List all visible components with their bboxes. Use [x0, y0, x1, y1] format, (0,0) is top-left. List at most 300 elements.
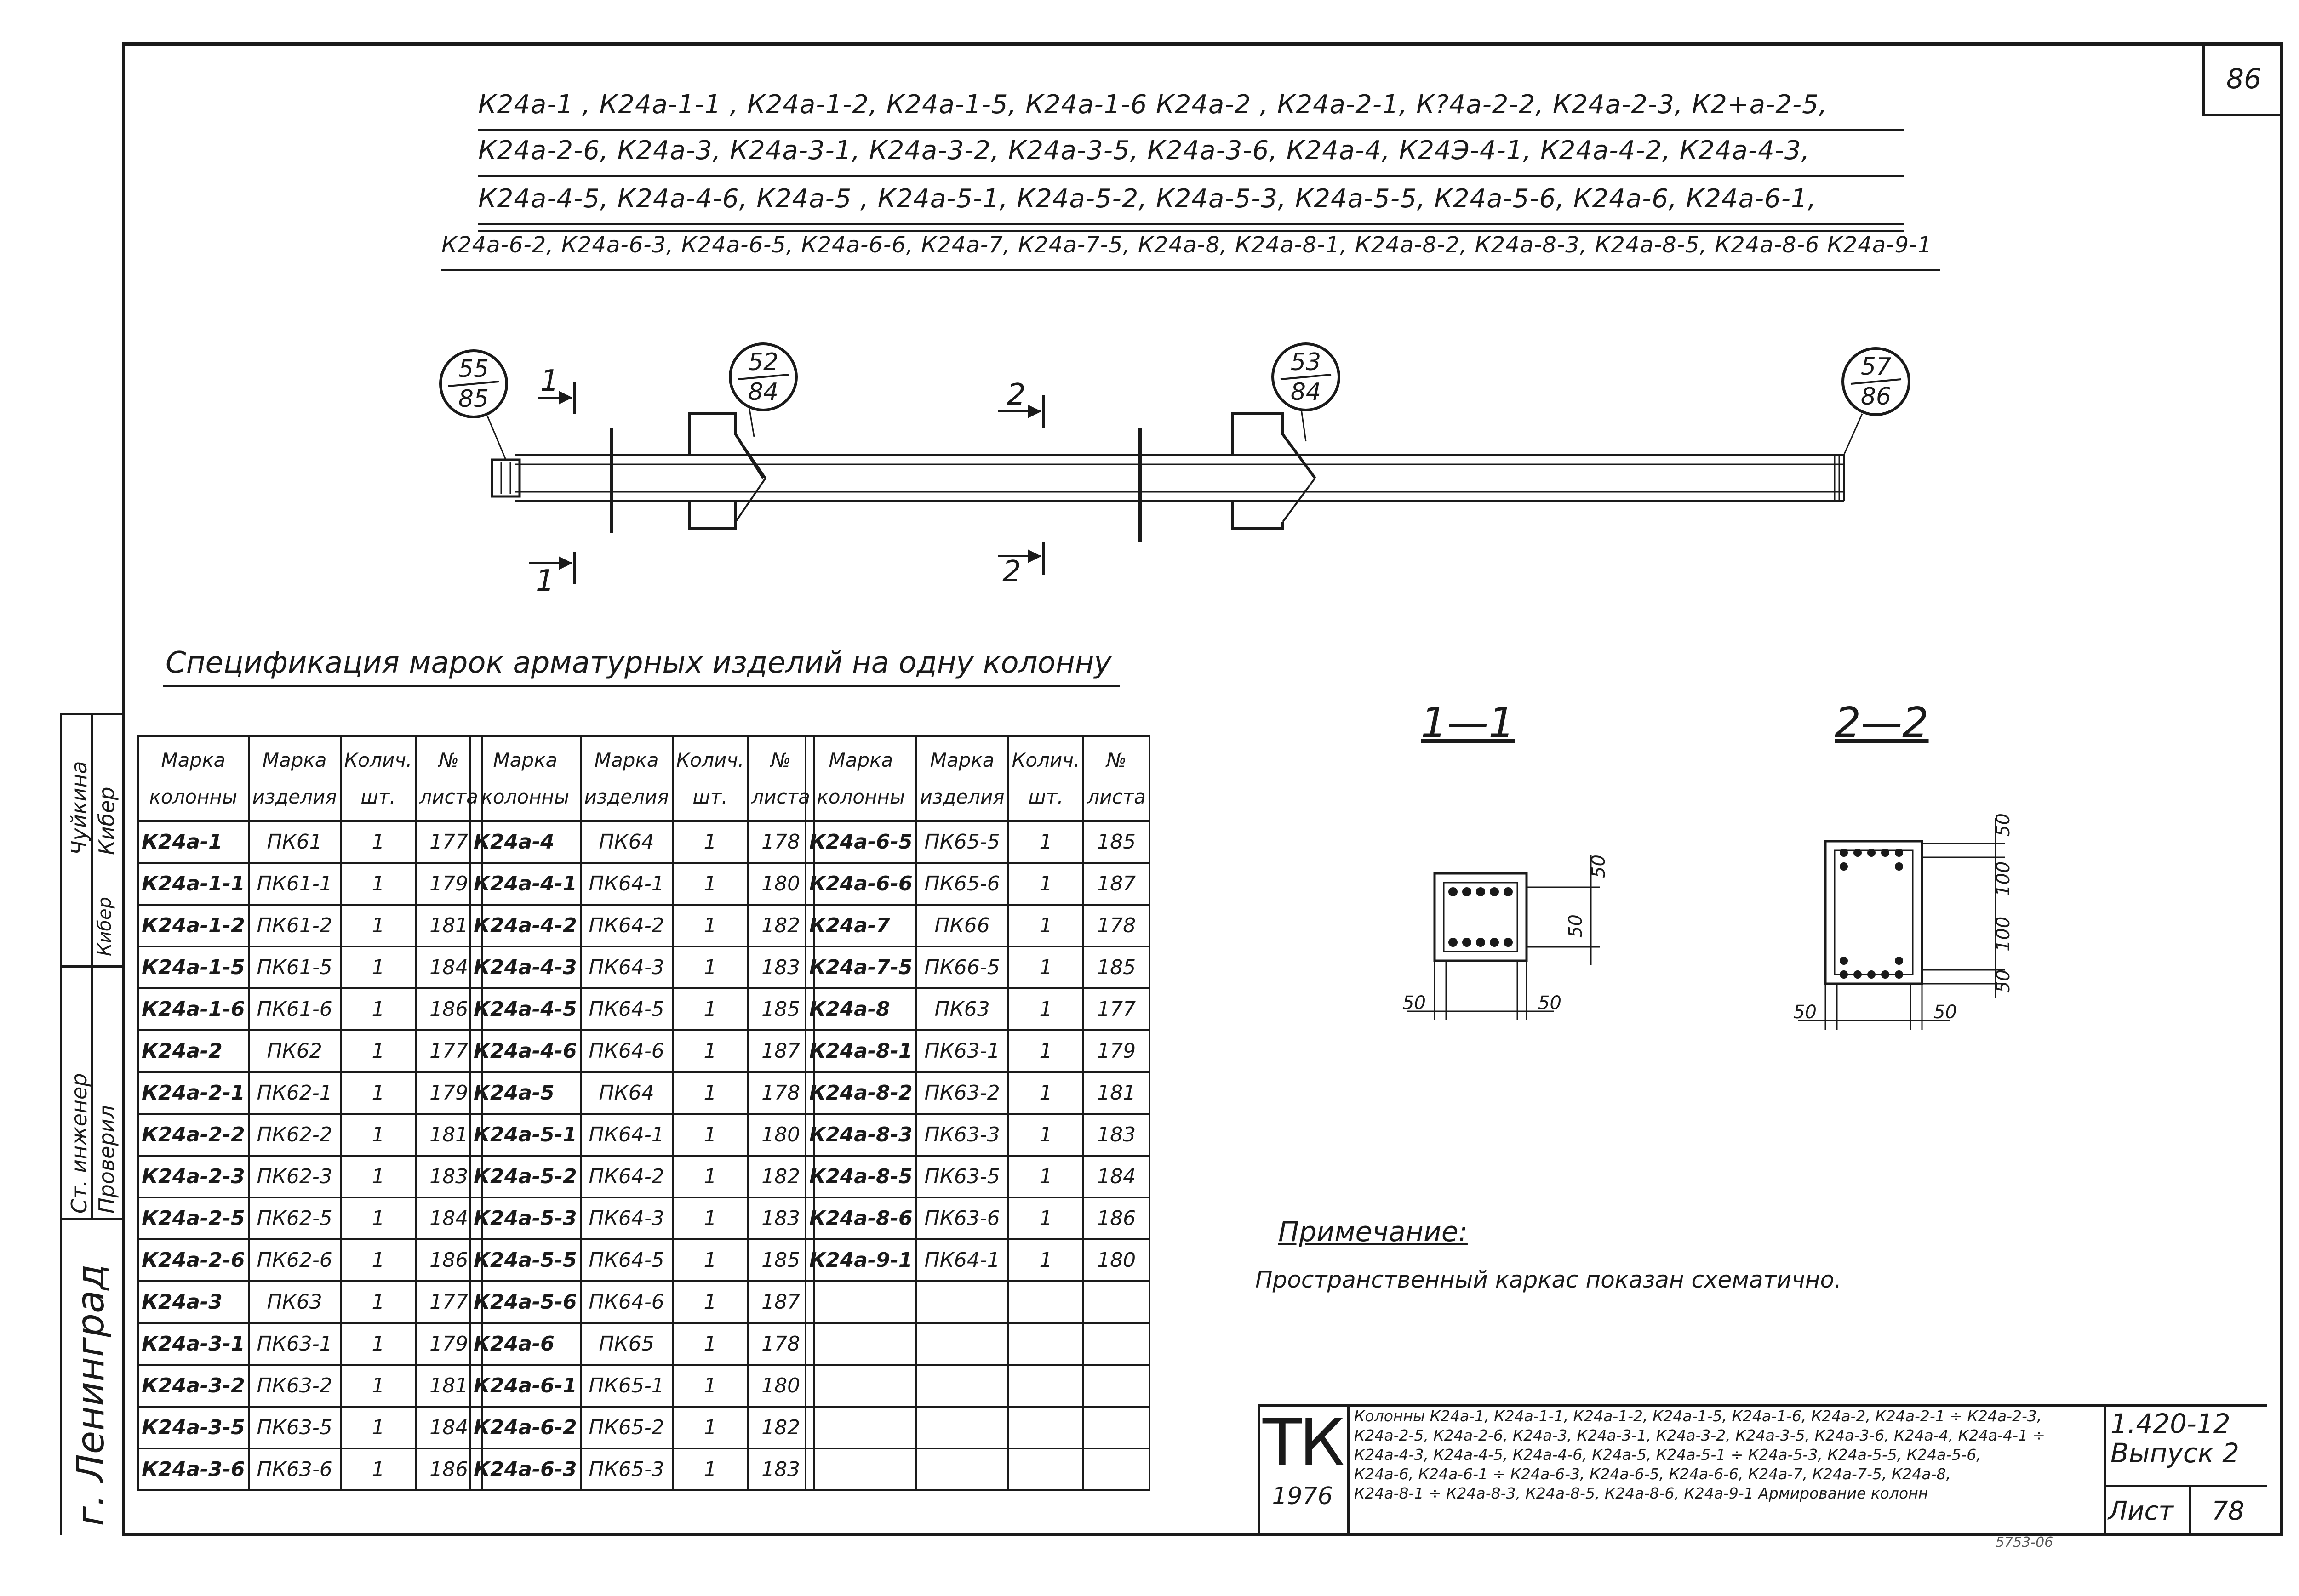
hdr-product-mark: Марка изделия [249, 736, 341, 821]
table-row [470, 905, 814, 946]
table-row [470, 1030, 814, 1072]
cell-quantity: 1 [673, 1114, 748, 1156]
callout-2-bottom: 84 [748, 378, 779, 406]
section-2-drawing [1770, 800, 2046, 1057]
table-row [470, 1197, 814, 1239]
cell-quantity: 1 [1008, 1114, 1084, 1156]
cell-product-mark: ПК65-2 [581, 1407, 673, 1448]
cell-quantity: 1 [673, 1030, 748, 1072]
section-2-dim-2: 100 [1993, 861, 2014, 896]
cell-product-mark [916, 1323, 1008, 1365]
cell-sheet-no: 184 [1083, 1156, 1149, 1197]
cell-column-mark: К24а-2-5 [138, 1197, 249, 1239]
cell-quantity: 1 [341, 863, 416, 905]
cell-quantity: 1 [1008, 821, 1084, 863]
cell-product-mark: ПК61 [249, 821, 341, 863]
cell-column-mark [806, 1407, 916, 1448]
cell-product-mark: ПК62-5 [249, 1197, 341, 1239]
table-row [138, 1323, 482, 1365]
cell-column-mark: К24а-2-1 [138, 1072, 249, 1114]
hdr-quantity: Колич. шт. [1008, 736, 1084, 821]
title-block-sheet-label: Лист [2108, 1496, 2173, 1526]
table-row [806, 1072, 1150, 1114]
hdr-sheet-no: № листа [416, 736, 481, 821]
cell-product-mark: ПК63-1 [916, 1030, 1008, 1072]
callout-4-bottom: 86 [1860, 383, 1892, 410]
cell-sheet-no: 185 [1083, 946, 1149, 988]
cell-sheet-no: 180 [748, 1365, 813, 1407]
hdr-column-mark: Марка колонны [806, 736, 916, 821]
table-row [138, 1156, 482, 1197]
cell-quantity [1008, 1365, 1084, 1407]
cell-quantity: 1 [1008, 1030, 1084, 1072]
cell-column-mark: К24а-1-6 [138, 988, 249, 1030]
table-row [138, 1072, 482, 1114]
spec-table-1 [137, 735, 483, 1491]
cell-column-mark: К24а-2-6 [138, 1239, 249, 1281]
cell-sheet-no: 186 [416, 988, 481, 1030]
cell-product-mark: ПК63-1 [249, 1323, 341, 1365]
cell-product-mark [916, 1448, 1008, 1490]
cell-product-mark: ПК64-5 [581, 988, 673, 1030]
cell-column-mark [806, 1365, 916, 1407]
table-row [806, 1197, 1150, 1239]
cell-sheet-no: 178 [748, 821, 813, 863]
cell-sheet-no: 183 [416, 1156, 481, 1197]
section-2-dim-4: 50 [1993, 969, 2014, 993]
cell-quantity: 1 [341, 1281, 416, 1323]
cell-product-mark: ПК63-6 [249, 1448, 341, 1490]
callout-4-top: 57 [1860, 353, 1892, 381]
cell-column-mark: К24а-1 [138, 821, 249, 863]
table-row [806, 988, 1150, 1030]
cell-product-mark: ПК63 [916, 988, 1008, 1030]
cell-product-mark: ПК62 [249, 1030, 341, 1072]
cell-column-mark: К24а-5-2 [470, 1156, 581, 1197]
cell-product-mark [916, 1365, 1008, 1407]
cell-sheet-no: 183 [748, 1197, 813, 1239]
cell-column-mark: К24а-4-6 [470, 1030, 581, 1072]
cell-sheet-no: 186 [1083, 1197, 1149, 1239]
cell-product-mark: ПК62-6 [249, 1239, 341, 1281]
table-row [138, 946, 482, 988]
cell-column-mark [806, 1448, 916, 1490]
cell-sheet-no: 181 [416, 1114, 481, 1156]
note-text: Пространственный каркас показан схематично. [1255, 1266, 1841, 1293]
cell-column-mark: К24а-3 [138, 1281, 249, 1323]
cell-column-mark: К24а-6-3 [470, 1448, 581, 1490]
cell-column-mark: К24а-5-5 [470, 1239, 581, 1281]
cell-column-mark: К24а-4 [470, 821, 581, 863]
cell-column-mark: К24а-8-5 [806, 1156, 916, 1197]
cell-column-mark: К24а-2 [138, 1030, 249, 1072]
table-row [806, 946, 1150, 988]
cell-column-mark: К24а-7 [806, 905, 916, 946]
cell-product-mark [916, 1281, 1008, 1323]
cell-column-mark: К24а-2-2 [138, 1114, 249, 1156]
cell-sheet-no: 181 [1083, 1072, 1149, 1114]
section-mark-2-bottom: 2 [1002, 555, 1021, 589]
side-signature: Кибер [94, 896, 115, 956]
cell-quantity [1008, 1448, 1084, 1490]
cell-quantity: 1 [1008, 1156, 1084, 1197]
cell-sheet-no [1083, 1323, 1149, 1365]
cell-product-mark: ПК63 [249, 1281, 341, 1323]
table-row [138, 1281, 482, 1323]
cell-sheet-no: 178 [1083, 905, 1149, 946]
cell-product-mark: ПК64-3 [581, 1197, 673, 1239]
hdr-sheet-no: № листа [1083, 736, 1149, 821]
cell-column-mark: К24а-6-2 [470, 1407, 581, 1448]
cell-quantity: 1 [1008, 988, 1084, 1030]
table-row [138, 1030, 482, 1072]
column-elevation-drawing [0, 0, 2299, 644]
header-line-4: К24а-6-2, К24а-6-3, К24а-6-5, К24а-6-6, К24а-7, К24а-7-5, К24а-8, К24а-8-1, К24а-8-2, К24а-8-3, К24а-8-5, К24а-8-6 К24а-9-1 [441, 232, 1932, 258]
cell-quantity: 1 [341, 988, 416, 1030]
cell-product-mark: ПК65 [581, 1323, 673, 1365]
table-row [470, 1407, 814, 1448]
cell-column-mark [806, 1323, 916, 1365]
cell-column-mark: К24а-3-6 [138, 1448, 249, 1490]
cell-quantity [1008, 1323, 1084, 1365]
spec-table-3 [805, 735, 1150, 1491]
cell-sheet-no: 187 [748, 1281, 813, 1323]
cell-column-mark: К24а-5-6 [470, 1281, 581, 1323]
section-1-title: 1—1 [1421, 699, 1515, 747]
cell-sheet-no [1083, 1448, 1149, 1490]
table-row [138, 905, 482, 946]
table-row [806, 863, 1150, 905]
cell-column-mark: К24а-7-5 [806, 946, 916, 988]
cell-sheet-no: 178 [748, 1072, 813, 1114]
table-row [470, 1365, 814, 1407]
cell-quantity [1008, 1281, 1084, 1323]
cell-sheet-no: 185 [748, 1239, 813, 1281]
cell-column-mark: К24а-3-1 [138, 1323, 249, 1365]
cell-sheet-no: 179 [1083, 1030, 1149, 1072]
table-row [806, 1448, 1150, 1490]
table-row [806, 821, 1150, 863]
cell-quantity: 1 [341, 1407, 416, 1448]
table-row [470, 1114, 814, 1156]
table-row [138, 1448, 482, 1490]
cell-quantity: 1 [673, 1365, 748, 1407]
hdr-column-mark: Марка колонны [470, 736, 581, 821]
cell-sheet-no: 180 [1083, 1239, 1149, 1281]
section-mark-1-top: 1 [540, 364, 559, 398]
cell-quantity: 1 [673, 863, 748, 905]
table-row [470, 1448, 814, 1490]
section-1-drawing [1379, 827, 1655, 1057]
cell-quantity: 1 [341, 946, 416, 988]
table-row [806, 1114, 1150, 1156]
side-name-1: Чуйкина [67, 761, 92, 855]
cell-sheet-no: 187 [1083, 863, 1149, 905]
table-row [470, 946, 814, 988]
side-role-1: Ст. инженер [67, 1073, 92, 1214]
cell-product-mark: ПК64-6 [581, 1281, 673, 1323]
section-2-dim-left: 50 [1793, 1002, 1817, 1023]
title-block-sheet-value: 78 [2212, 1496, 2245, 1526]
cell-quantity: 1 [673, 1156, 748, 1197]
table-row [806, 1365, 1150, 1407]
cell-product-mark: ПК62-3 [249, 1156, 341, 1197]
table-row [138, 1365, 482, 1407]
table-row [138, 821, 482, 863]
cell-product-mark: ПК61-5 [249, 946, 341, 988]
cell-column-mark: К24а-6-5 [806, 821, 916, 863]
hdr-column-mark: Марка колонны [138, 736, 249, 821]
cell-column-mark: К24а-3-2 [138, 1365, 249, 1407]
cell-quantity: 1 [1008, 905, 1084, 946]
table-row [806, 1030, 1150, 1072]
title-block-org [1258, 1404, 1350, 1535]
cell-sheet-no [1083, 1365, 1149, 1407]
cell-product-mark: ПК63-2 [249, 1365, 341, 1407]
cell-sheet-no: 179 [416, 1072, 481, 1114]
bottom-code: 5753-06 [1996, 1534, 2053, 1550]
cell-product-mark: ПК66 [916, 905, 1008, 946]
table-row [806, 1323, 1150, 1365]
cell-quantity: 1 [673, 1448, 748, 1490]
cell-quantity: 1 [673, 1407, 748, 1448]
cell-product-mark: ПК64-1 [581, 863, 673, 905]
cell-product-mark: ПК65-6 [916, 863, 1008, 905]
cell-product-mark: ПК66-5 [916, 946, 1008, 988]
table-row [138, 1114, 482, 1156]
cell-quantity: 1 [1008, 946, 1084, 988]
section-2-dim-bottom: 50 [1933, 1002, 1957, 1023]
cell-column-mark: К24а-8 [806, 988, 916, 1030]
section-2-title: 2—2 [1835, 699, 1929, 747]
side-stamp-divider [60, 1218, 122, 1220]
cell-sheet-no: 179 [416, 1323, 481, 1365]
section-1-dim-right: 50 [1565, 914, 1586, 938]
section-1-dim-left: 50 [1402, 992, 1426, 1014]
cell-quantity: 1 [1008, 863, 1084, 905]
cell-product-mark: ПК63-3 [916, 1114, 1008, 1156]
cell-column-mark: К24а-4-3 [470, 946, 581, 988]
cell-column-mark: К24а-9-1 [806, 1239, 916, 1281]
cell-quantity: 1 [673, 1072, 748, 1114]
section-2-dim-3: 100 [1993, 916, 2014, 952]
cell-product-mark: ПК65-1 [581, 1365, 673, 1407]
cell-sheet-no: 177 [416, 1281, 481, 1323]
cell-quantity: 1 [673, 905, 748, 946]
cell-product-mark: ПК61-2 [249, 905, 341, 946]
cell-product-mark: ПК61-6 [249, 988, 341, 1030]
cell-product-mark: ПК61-1 [249, 863, 341, 905]
org-logo: ТК [1263, 1406, 1342, 1481]
table-row [806, 1407, 1150, 1448]
cell-sheet-no: 181 [416, 1365, 481, 1407]
cell-sheet-no: 182 [748, 905, 813, 946]
cell-product-mark: ПК63-6 [916, 1197, 1008, 1239]
title-block-code: 1.420-12 Выпуск 2 [2110, 1408, 2240, 1469]
cell-column-mark: К24а-5-1 [470, 1114, 581, 1156]
table-row [806, 1239, 1150, 1281]
hdr-product-mark: Марка изделия [581, 736, 673, 821]
cell-column-mark: К24а-3-5 [138, 1407, 249, 1448]
cell-product-mark: ПК63-5 [249, 1407, 341, 1448]
cell-column-mark: К24а-6 [470, 1323, 581, 1365]
cell-quantity: 1 [341, 1448, 416, 1490]
cell-sheet-no: 182 [748, 1156, 813, 1197]
cell-quantity: 1 [341, 1030, 416, 1072]
side-name-2: Кибер [94, 787, 119, 855]
table-row [138, 1197, 482, 1239]
cell-sheet-no [1083, 1407, 1149, 1448]
cell-sheet-no: 177 [416, 821, 481, 863]
cell-column-mark: К24а-8-3 [806, 1114, 916, 1156]
cell-sheet-no: 185 [1083, 821, 1149, 863]
table-row [138, 988, 482, 1030]
cell-product-mark: ПК64-1 [916, 1239, 1008, 1281]
table-row [470, 1156, 814, 1197]
table-row [138, 1407, 482, 1448]
cell-sheet-no: 180 [748, 863, 813, 905]
title-block-year: 1976 [1272, 1482, 1333, 1510]
table-row [806, 1281, 1150, 1323]
cell-sheet-no: 177 [416, 1030, 481, 1072]
callout-2-top: 52 [748, 348, 779, 376]
cell-product-mark [916, 1407, 1008, 1448]
cell-column-mark: К24а-4-1 [470, 863, 581, 905]
cell-column-mark: К24а-4-2 [470, 905, 581, 946]
header-line-2: К24а-2-6, К24а-3, К24а-3-1, К24а-3-2, К24а-3-5, К24а-3-6, К24а-4, К24Э-4-1, К24а-4-2, К24а-4-3, [478, 136, 1810, 165]
table-row [470, 1072, 814, 1114]
hdr-quantity: Колич. шт. [341, 736, 416, 821]
cell-sheet-no: 187 [748, 1030, 813, 1072]
cell-product-mark: ПК62-1 [249, 1072, 341, 1114]
table-row [806, 1156, 1150, 1197]
spec-title: Спецификация марок арматурных изделий на одну колонну [166, 646, 1112, 680]
cell-quantity [1008, 1407, 1084, 1448]
cell-column-mark: К24а-6-1 [470, 1365, 581, 1407]
cell-quantity: 1 [673, 946, 748, 988]
cell-sheet-no: 186 [416, 1239, 481, 1281]
cell-quantity: 1 [341, 1365, 416, 1407]
cell-product-mark: ПК64-2 [581, 1156, 673, 1197]
cell-product-mark: ПК63-2 [916, 1072, 1008, 1114]
callout-3-top: 53 [1290, 348, 1321, 376]
cell-quantity: 1 [673, 1281, 748, 1323]
section-mark-2-top: 2 [1007, 378, 1026, 412]
cell-quantity: 1 [1008, 1197, 1084, 1239]
cell-sheet-no: 178 [748, 1323, 813, 1365]
sheet-number: 86 [2202, 45, 2283, 116]
hdr-quantity: Колич. шт. [673, 736, 748, 821]
title-block-description: Колонны К24а-1, К24а-1-1, К24а-1-2, К24а-1-5, К24а-1-6, К24а-2, К24а-2-1 ÷ К24а-2-3, К24а-2-5, К24а-2-6, К24а-3, К24а-3-1, К24а-3-2, К24а-3-5, К24а-3-6, К24а-4, К24а-4-1 ÷ К24а-4-3, К24а-4-5, К24а-4-6, К24а-5, К24а-5-1 ÷ К24а-5-3, К24а-5-5, К24а-5-6, К24а-6, К24а-6-1 ÷ К24а-6-3, К24а-6-5, К24а-6-6, К24а-7, К24а-7-5, К24а-8, К24а-8-1 ÷ К24а-8-3, К24а-8-5, К24а-8-6, К24а-9-1 Армирование колонн [1354, 1407, 2046, 1502]
cell-sheet-no: 183 [748, 1448, 813, 1490]
cell-column-mark: К24а-1-1 [138, 863, 249, 905]
hdr-sheet-no: № листа [748, 736, 813, 821]
section-1-dim-top: 50 [1588, 855, 1609, 878]
cell-sheet-no: 177 [1083, 988, 1149, 1030]
table-row [138, 863, 482, 905]
table-row [806, 905, 1150, 946]
cell-quantity: 1 [341, 821, 416, 863]
cell-sheet-no: 185 [748, 988, 813, 1030]
table-row [470, 1323, 814, 1365]
table-row [470, 863, 814, 905]
cell-quantity: 1 [673, 988, 748, 1030]
cell-sheet-no: 184 [416, 946, 481, 988]
spec-title-underline [163, 685, 1120, 687]
cell-product-mark: ПК64 [581, 821, 673, 863]
cell-sheet-no: 182 [748, 1407, 813, 1448]
cell-column-mark: К24а-2-3 [138, 1156, 249, 1197]
cell-quantity: 1 [673, 821, 748, 863]
cell-quantity: 1 [1008, 1072, 1084, 1114]
note-title: Примечание: [1278, 1216, 1468, 1248]
cell-product-mark: ПК64 [581, 1072, 673, 1114]
hdr-product-mark: Марка изделия [916, 736, 1008, 821]
cell-sheet-no: 180 [748, 1114, 813, 1156]
cell-quantity: 1 [341, 1114, 416, 1156]
cell-column-mark: К24а-1-2 [138, 905, 249, 946]
callout-3-bottom: 84 [1290, 378, 1321, 406]
cell-product-mark: ПК65-3 [581, 1448, 673, 1490]
cell-column-mark: К24а-1-5 [138, 946, 249, 988]
cell-sheet-no: 183 [748, 946, 813, 988]
cell-sheet-no [1083, 1281, 1149, 1323]
cell-product-mark: ПК64-6 [581, 1030, 673, 1072]
cell-quantity: 1 [341, 1072, 416, 1114]
section-mark-1-bottom: 1 [536, 564, 555, 598]
cell-column-mark: К24а-5-3 [470, 1197, 581, 1239]
cell-column-mark: К24а-4-5 [470, 988, 581, 1030]
section-1-dim-bottom: 50 [1538, 992, 1561, 1014]
cell-sheet-no: 183 [1083, 1114, 1149, 1156]
cell-quantity: 1 [341, 905, 416, 946]
cell-column-mark: К24а-6-6 [806, 863, 916, 905]
cell-column-mark: К24а-8-2 [806, 1072, 916, 1114]
cell-quantity: 1 [341, 1239, 416, 1281]
side-city: г. Ленинград [69, 1264, 113, 1526]
cell-product-mark: ПК63-5 [916, 1156, 1008, 1197]
cell-product-mark: ПК64-3 [581, 946, 673, 988]
cell-sheet-no: 184 [416, 1197, 481, 1239]
table-row [470, 821, 814, 863]
cell-product-mark: ПК62-2 [249, 1114, 341, 1156]
table-row [470, 988, 814, 1030]
cell-quantity: 1 [673, 1197, 748, 1239]
table-row [470, 1281, 814, 1323]
table-row [470, 1239, 814, 1281]
cell-column-mark: К24а-5 [470, 1072, 581, 1114]
cell-product-mark: ПК64-1 [581, 1114, 673, 1156]
section-2-dim-1: 50 [1993, 813, 2014, 837]
cell-quantity: 1 [341, 1323, 416, 1365]
callout-1-top: 55 [458, 355, 489, 383]
cell-quantity: 1 [673, 1323, 748, 1365]
cell-sheet-no: 184 [416, 1407, 481, 1448]
header-line-1: К24а-1 , К24а-1-1 , К24а-1-2, К24а-1-5, К24а-1-6 К24а-2 , К24а-2-1, К?4а-2-2, К24а-2-3, К2+а-2-5, [478, 90, 1828, 120]
cell-quantity: 1 [1008, 1239, 1084, 1281]
cell-sheet-no: 181 [416, 905, 481, 946]
cell-product-mark: ПК64-2 [581, 905, 673, 946]
cell-product-mark: ПК64-5 [581, 1239, 673, 1281]
title-block-divider [2189, 1485, 2191, 1535]
cell-product-mark: ПК65-5 [916, 821, 1008, 863]
cell-column-mark: К24а-8-1 [806, 1030, 916, 1072]
callout-1-bottom: 85 [458, 385, 489, 413]
title-block-divider [2104, 1485, 2267, 1487]
cell-quantity: 1 [341, 1197, 416, 1239]
header-line-3: К24а-4-5, К24а-4-6, К24а-5 , К24а-5-1, К24а-5-2, К24а-5-3, К24а-5-5, К24а-5-6, К24а-6, К24а-6-1, [478, 184, 1817, 214]
side-role-2: Проверил [94, 1105, 119, 1214]
